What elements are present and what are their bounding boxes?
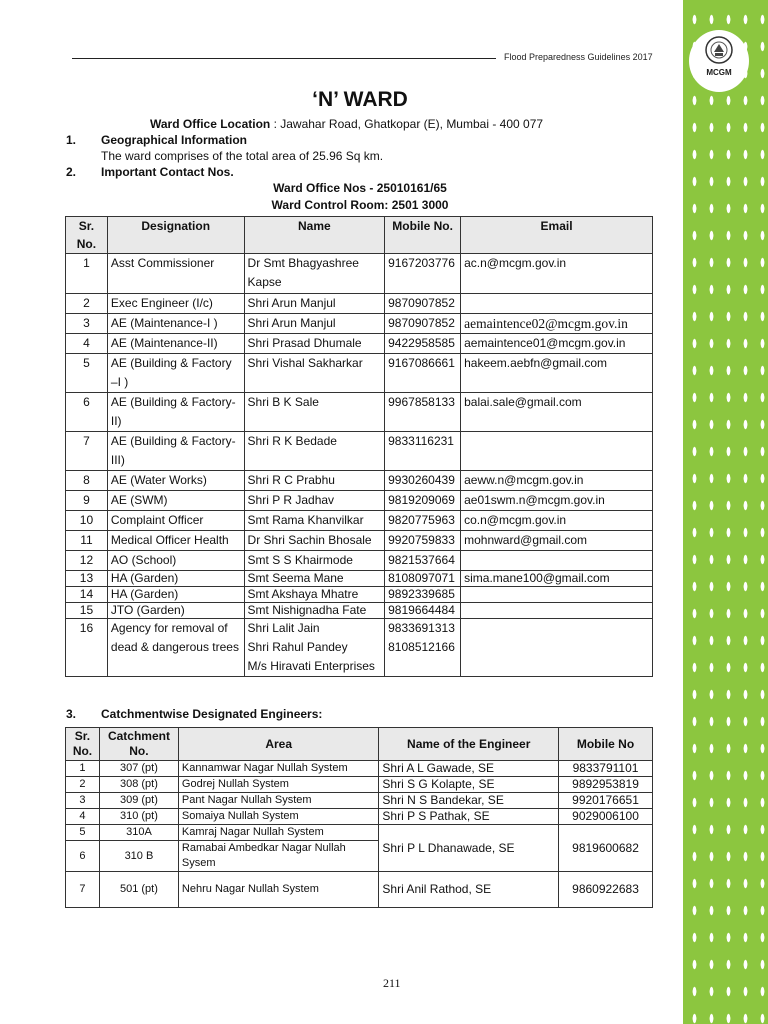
- cell-engineer: Shri P S Pathak, SE: [379, 809, 559, 825]
- cell-designation: AE (SWM): [107, 491, 244, 511]
- cell-sr: 6: [66, 841, 100, 872]
- cell-mobile: 9870907852: [385, 294, 461, 314]
- header-sr: Sr. No.: [66, 217, 108, 254]
- section2-number: 2.: [66, 165, 77, 179]
- name-line: Shri Rahul Pandey: [247, 640, 348, 654]
- table-row: [66, 314, 653, 334]
- cell-catchment: 501 (pt): [99, 872, 178, 908]
- cell-sr: 14: [66, 587, 108, 603]
- cell-sr: 5: [66, 354, 108, 393]
- table-row: [66, 777, 653, 793]
- cell-sr: 9: [66, 491, 108, 511]
- cell-designation: AE (Building & Factory-II): [107, 393, 244, 432]
- header-mobile: Mobile No.: [385, 217, 461, 254]
- cell-designation: HA (Garden): [107, 587, 244, 603]
- cell-email: hakeem.aebfn@gmail.com: [461, 354, 653, 393]
- cell-area: Ramabai Ambedkar Nagar Nullah Sysem: [178, 841, 379, 872]
- cell-mobile: 9967858133: [385, 393, 461, 432]
- cell-sr: 5: [66, 825, 100, 841]
- table-header-row: [66, 728, 653, 761]
- cell-email: aemaintence02@mcgm.gov.in: [461, 314, 653, 334]
- table-row: [66, 393, 653, 432]
- table-row: [66, 471, 653, 491]
- table-row: [66, 254, 653, 294]
- table-row: [66, 294, 653, 314]
- cell-area: Kamraj Nagar Nullah System: [178, 825, 379, 841]
- header-area: Area: [178, 728, 379, 761]
- cell-mobile: 9892339685: [385, 587, 461, 603]
- cell-mobile: 9870907852: [385, 314, 461, 334]
- cell-sr: 1: [66, 254, 108, 294]
- cell-sr: 12: [66, 551, 108, 571]
- cell-mobile: 9821537664: [385, 551, 461, 571]
- cell-mobile: [385, 619, 461, 677]
- cell-engineer: Shri P L Dhanawade, SE: [379, 825, 559, 872]
- table-row: [66, 551, 653, 571]
- cell-name: Shri Arun Manjul: [244, 294, 385, 314]
- cell-sr: 6: [66, 393, 108, 432]
- table-row: [66, 511, 653, 531]
- cell-designation: Medical Officer Health: [107, 531, 244, 551]
- cell-mobile: 9820775963: [385, 511, 461, 531]
- cell-designation: AE (Water Works): [107, 471, 244, 491]
- cell-mobile: 9833116231: [385, 432, 461, 471]
- cell-engineer: Shri N S Bandekar, SE: [379, 793, 559, 809]
- cell-sr: 1: [66, 761, 100, 777]
- cell-mobile: 9819664484: [385, 603, 461, 619]
- cell-email: ac.n@mcgm.gov.in: [461, 254, 653, 294]
- table-row: [66, 761, 653, 777]
- cell-area: Godrej Nullah System: [178, 777, 379, 793]
- cell-sr: 16: [66, 619, 108, 677]
- cell-mobile: 9422958585: [385, 334, 461, 354]
- table-header-row: [66, 217, 653, 254]
- cell-designation: AO (School): [107, 551, 244, 571]
- decorative-green-stripe: [683, 0, 768, 1024]
- name-line: M/s Hiravati Enterprises: [247, 659, 375, 673]
- page-title: ‘N’ WARD: [312, 88, 408, 111]
- guidelines-header: Flood Preparedness Guidelines 2017: [504, 52, 653, 62]
- cell-catchment: 310 (pt): [99, 809, 178, 825]
- cell-designation: Agency for removal of dead & dangerous trees: [107, 619, 244, 677]
- cell-mobile: 9833791101: [559, 761, 653, 777]
- cell-engineer: Shri Anil Rathod, SE: [379, 872, 559, 908]
- cell-email: [461, 619, 653, 677]
- cell-email: [461, 551, 653, 571]
- cell-designation: Asst Commissioner: [107, 254, 244, 294]
- table-row: [66, 809, 653, 825]
- cell-name: Shri B K Sale: [244, 393, 385, 432]
- table-row: [66, 587, 653, 603]
- mobile-line: 9833691313: [388, 621, 455, 635]
- cell-mobile: 9920759833: [385, 531, 461, 551]
- cell-email: sima.mane100@gmail.com: [461, 571, 653, 587]
- header-engineer: Name of the Engineer: [379, 728, 559, 761]
- cell-mobile: 8108097071: [385, 571, 461, 587]
- mobile-line: 8108512166: [388, 640, 455, 654]
- cell-email: ae01swm.n@mcgm.gov.in: [461, 491, 653, 511]
- cell-designation: AE (Maintenance-I ): [107, 314, 244, 334]
- cell-sr: 7: [66, 872, 100, 908]
- cell-email: aeww.n@mcgm.gov.in: [461, 471, 653, 491]
- table-row: [66, 571, 653, 587]
- section2-heading: Important Contact Nos.: [101, 165, 234, 179]
- section1-heading: Geographical Information: [101, 133, 248, 147]
- cell-mobile: 9029006100: [559, 809, 653, 825]
- cell-sr: 15: [66, 603, 108, 619]
- cell-name: [244, 619, 385, 677]
- table-row: [66, 872, 653, 908]
- cell-name: Shri Arun Manjul: [244, 314, 385, 334]
- cell-engineer: Shri A L Gawade, SE: [379, 761, 559, 777]
- cell-name: Shri R C Prabhu: [244, 471, 385, 491]
- section3-number: 3.: [66, 707, 77, 721]
- cell-mobile: 9167203776: [385, 254, 461, 294]
- cell-sr: 8: [66, 471, 108, 491]
- header-sr: Sr. No.: [66, 728, 100, 761]
- logo-text: MCGM: [706, 68, 732, 77]
- section1-text: The ward comprises of the total area of 25.96 Sq km.: [101, 149, 384, 163]
- ward-control-room: Ward Control Room: 2501 3000: [271, 198, 449, 212]
- section3-heading: Catchmentwise Designated Engineers:: [101, 707, 323, 721]
- cell-designation: Exec Engineer (I/c): [107, 294, 244, 314]
- cell-designation: AE (Building & Factory –I ): [107, 354, 244, 393]
- ward-office-nos: Ward Office Nos - 25010161/65: [273, 181, 447, 195]
- cell-sr: 13: [66, 571, 108, 587]
- mcgm-logo: [689, 30, 749, 92]
- cell-sr: 10: [66, 511, 108, 531]
- cell-area: Nehru Nagar Nullah System: [178, 872, 379, 908]
- table-row: [66, 432, 653, 471]
- table-row: [66, 491, 653, 511]
- cell-name: Smt Nishignadha Fate: [244, 603, 385, 619]
- table-row: [66, 603, 653, 619]
- cell-name: Dr Smt Bhagyashree Kapse: [244, 254, 385, 294]
- cell-catchment: 310A: [99, 825, 178, 841]
- cell-area: Somaiya Nullah System: [178, 809, 379, 825]
- catchment-table: [65, 727, 653, 908]
- cell-email: aemaintence01@mcgm.gov.in: [461, 334, 653, 354]
- cell-catchment: 309 (pt): [99, 793, 178, 809]
- table-row: [66, 793, 653, 809]
- cell-catchment: 307 (pt): [99, 761, 178, 777]
- table-row: [66, 825, 653, 841]
- table-row: [66, 619, 653, 677]
- cell-sr: 2: [66, 777, 100, 793]
- ward-office-location: [150, 117, 543, 131]
- cell-mobile: 9819209069: [385, 491, 461, 511]
- cell-name: Shri Prasad Dhumale: [244, 334, 385, 354]
- cell-sr: 11: [66, 531, 108, 551]
- header-name: Name: [244, 217, 385, 254]
- cell-area: Kannamwar Nagar Nullah System: [178, 761, 379, 777]
- cell-sr: 7: [66, 432, 108, 471]
- cell-email: balai.sale@gmail.com: [461, 393, 653, 432]
- cell-email: mohnward@gmail.com: [461, 531, 653, 551]
- cell-name: Dr Shri Sachin Bhosale: [244, 531, 385, 551]
- cell-designation: Complaint Officer: [107, 511, 244, 531]
- table-row: [66, 354, 653, 393]
- cell-name: Smt S S Khairmode: [244, 551, 385, 571]
- cell-mobile: 9860922683: [559, 872, 653, 908]
- cell-mobile: 9920176651: [559, 793, 653, 809]
- header-catchment: Catchment No.: [99, 728, 178, 761]
- cell-designation: JTO (Garden): [107, 603, 244, 619]
- cell-engineer: Shri S G Kolapte, SE: [379, 777, 559, 793]
- cell-name: Shri R K Bedade: [244, 432, 385, 471]
- cell-designation: AE (Building & Factory-III): [107, 432, 244, 471]
- cell-area: Pant Nagar Nullah System: [178, 793, 379, 809]
- cell-email: [461, 603, 653, 619]
- header-email: Email: [461, 217, 653, 254]
- table-row: [66, 334, 653, 354]
- name-line: Shri Lalit Jain: [247, 621, 320, 635]
- contacts-table: [65, 216, 653, 677]
- cell-sr: 3: [66, 314, 108, 334]
- page-number: 211: [383, 976, 401, 990]
- ward-office-value: : Jawahar Road, Ghatkopar (E), Mumbai - 400 077: [270, 117, 544, 131]
- cell-name: Shri P R Jadhav: [244, 491, 385, 511]
- cell-sr: 4: [66, 334, 108, 354]
- table-row: [66, 531, 653, 551]
- header-mobile: Mobile No: [559, 728, 653, 761]
- cell-catchment: 308 (pt): [99, 777, 178, 793]
- cell-name: Smt Rama Khanvilkar: [244, 511, 385, 531]
- cell-sr: 3: [66, 793, 100, 809]
- cell-mobile: 9167086661: [385, 354, 461, 393]
- header-rule: [72, 58, 496, 59]
- cell-designation: AE (Maintenance-II): [107, 334, 244, 354]
- mcgm-seal-icon: [704, 35, 734, 65]
- cell-mobile: 9930260439: [385, 471, 461, 491]
- header-designation: Designation: [107, 217, 244, 254]
- cell-sr: 2: [66, 294, 108, 314]
- cell-email: [461, 432, 653, 471]
- cell-email: co.n@mcgm.gov.in: [461, 511, 653, 531]
- cell-mobile: 9819600682: [559, 825, 653, 872]
- section1-number: 1.: [66, 133, 77, 147]
- cell-catchment: 310 B: [99, 841, 178, 872]
- cell-designation: HA (Garden): [107, 571, 244, 587]
- cell-name: Smt Akshaya Mhatre: [244, 587, 385, 603]
- cell-name: Smt Seema Mane: [244, 571, 385, 587]
- cell-sr: 4: [66, 809, 100, 825]
- ward-office-label: Ward Office Location: [150, 117, 271, 131]
- cell-name: Shri Vishal Sakharkar: [244, 354, 385, 393]
- cell-email: [461, 294, 653, 314]
- cell-mobile: 9892953819: [559, 777, 653, 793]
- cell-email: [461, 587, 653, 603]
